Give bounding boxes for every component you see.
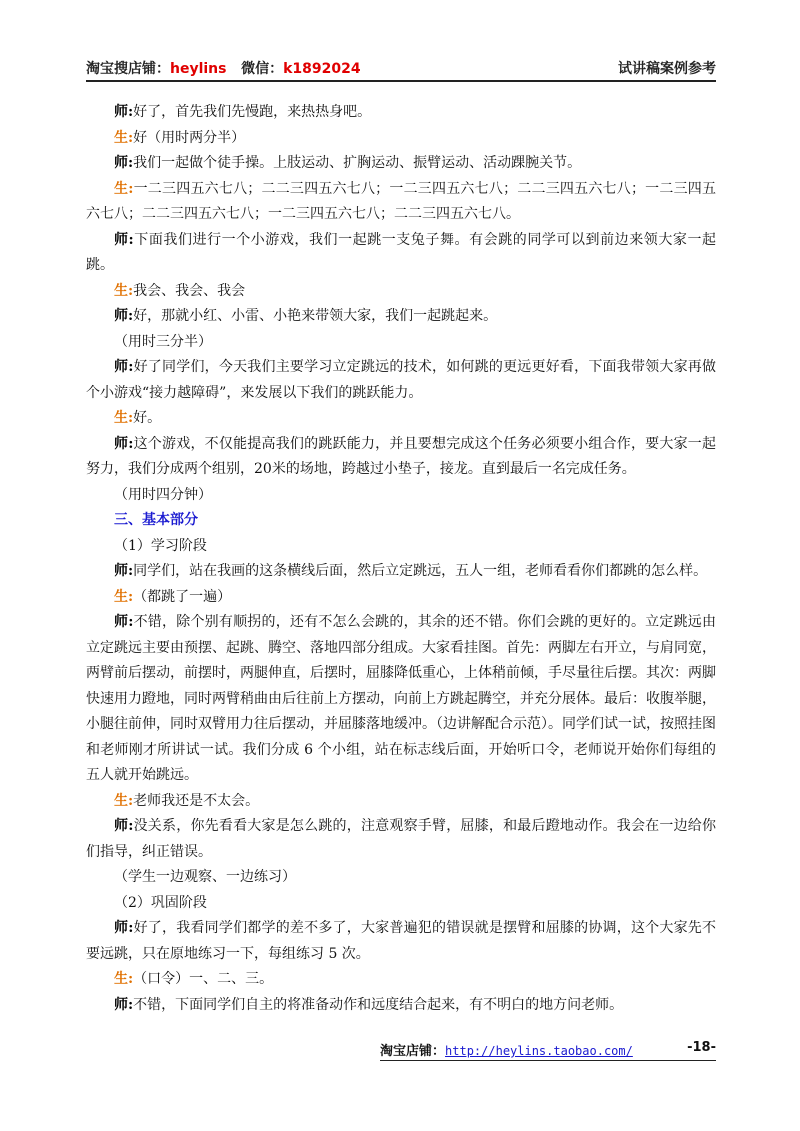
teacher-speaker: 师: (114, 104, 134, 120)
stage-note: （1）学习阶段 (114, 537, 207, 554)
stage-note: （学生一边观察、一边练习） (114, 869, 296, 885)
dialogue-text: 没关系，你先看看大家是怎么跳的，注意观察手臂，屈膝，和最后蹬地动作。我会在一边给你们指导，纠正错误。 (86, 818, 717, 860)
footer-url[interactable]: http://heylins.taobao.com/ (445, 1044, 633, 1058)
stage-note: （用时三分半） (114, 333, 212, 350)
header-shop-info (86, 58, 361, 78)
dialogue-text: 好（用时两分半） (133, 129, 246, 146)
teacher-speaker: 师: (114, 818, 134, 834)
teacher-speaker: 师: (114, 920, 134, 936)
teacher-speaker: 师: (114, 563, 134, 579)
page-header (86, 56, 716, 82)
teacher-line (86, 100, 716, 126)
teacher-speaker: 师: (114, 155, 134, 171)
student-line (86, 585, 716, 611)
teacher-line (86, 993, 716, 1019)
header-title: 试讲稿案例参考 (618, 61, 716, 77)
teacher-line (86, 916, 716, 967)
student-line (86, 126, 716, 152)
section-heading: 三、基本部分 (114, 512, 198, 528)
teacher-speaker: 师: (114, 308, 134, 324)
student-speaker: 生: (114, 129, 134, 146)
teacher-speaker: 师: (114, 614, 134, 630)
footer-label: 淘宝店铺： (380, 1044, 446, 1059)
teacher-line (86, 228, 716, 279)
dialogue-text: 好。 (133, 410, 162, 426)
teacher-line (86, 304, 716, 330)
student-line (86, 406, 716, 432)
dialogue-text: （都跳了一遍） (133, 588, 232, 605)
dialogue-text: 老师我还是不太会。 (133, 792, 260, 809)
teacher-speaker: 师: (114, 996, 134, 1013)
teacher-line (86, 151, 716, 177)
student-speaker: 生: (114, 410, 134, 426)
dialogue-text: 同学们，站在我画的这条横线后面，然后立定跳远，五人一组，老师看看你们都跳的怎么样。 (133, 563, 708, 579)
dialogue-text: 这个游戏，不仅能提高我们的跳跃能力，并且要想完成这个任务必须要小组合作，要大家一起努力，我们分成两个组别，20米的场地，跨越过小垫子，接龙。直到最后一名完成任务。 (86, 435, 717, 477)
teacher-line (86, 610, 716, 789)
student-line (86, 789, 716, 815)
stage-note: （2）巩固阶段 (114, 894, 207, 911)
student-speaker: 生: (114, 588, 134, 605)
page-number: -18- (687, 1040, 716, 1055)
student-line (86, 967, 716, 993)
student-speaker: 生: (114, 282, 134, 299)
dialogue-text: 不错，除个别有顺拐的，还有不怎么会跳的，其余的还不错。你们会跳的更好的。立定跳远由立定跳远主要由预摆、起跳、腾空、落地四部分组成。大家看挂图。首先：两脚左右开立，与肩同宽，两臂前后摆动，前摆时，两腿伸直，后摆时，屈膝降低重心，上体稍前倾，手尽量往后摆。其次：两脚快速用力蹬地，同时两臂稍曲由后往前上方摆动，向前上方跳起腾空，并充分展体。最后：收腹举腿，小腿往前伸，同时双臂用力往后摆动，并屈膝落地缓冲。（边讲解配合示范）。同学们试一试，按照挂图和老师刚才所讲试一试。我们分成 6 个小组，站在标志线后面，开始听口令，老师说开始你们每组的五人就开始跳远。 (86, 614, 717, 783)
dialogue-text: 下面我们进行一个小游戏，我们一起跳一支兔子舞。有会跳的同学可以到前边来领大家一起跳。 (86, 231, 717, 273)
dialogue-text: 我们一起做个徒手操。上肢运动、扩胸运动、振臂运动、活动踝腕关节。 (133, 155, 582, 171)
teacher-speaker: 师: (114, 231, 134, 248)
dialogue-text: 我会、我会、我会 (133, 282, 246, 299)
dialogue-text: 一二三四五六七八；二二三四五六七八；一二三四五六七八；二二三四五六七八；一二三四五六七八；二二三四五六七八；一二三四五六七八；二二三四五六七八。 (86, 180, 717, 222)
dialogue-text: 好了同学们，今天我们主要学习立定跳远的技术，如何跳的更远更好看，下面我带领大家再做个小游戏“接力越障碍”，来发展以下我们的跳跃能力。 (86, 359, 717, 401)
student-line (86, 279, 716, 305)
stage-note: （用时四分钟） (114, 486, 212, 503)
wechat-id: k1892024 (283, 61, 361, 77)
teacher-speaker: 师: (114, 359, 134, 375)
dialogue-text: （口令）一、二、三。 (133, 971, 274, 987)
student-speaker: 生: (114, 971, 134, 987)
shop-label: 淘宝搜店铺： (86, 61, 170, 77)
wechat-label: 微信： (241, 61, 284, 77)
dialogue-text: 好，那就小红、小雷、小艳来带领大家，我们一起跳起来。 (133, 308, 498, 324)
student-speaker: 生: (114, 792, 134, 809)
teacher-speaker: 师: (114, 435, 134, 452)
shop-name: heylins (170, 61, 227, 77)
teacher-line (86, 355, 716, 406)
dialogue-text: 好了，首先我们先慢跑，来热热身吧。 (133, 104, 372, 120)
dialogue-text: 不错，下面同学们自主的将准备动作和远度结合起来，有不明白的地方问老师。 (133, 996, 624, 1013)
teacher-line (86, 559, 716, 585)
document-body (86, 100, 716, 1018)
student-speaker: 生: (114, 180, 134, 197)
teacher-line (86, 814, 716, 865)
student-line (86, 177, 716, 228)
dialogue-text: 好了，我看同学们都学的差不多了，大家普遍犯的错误就是摆臂和屈膝的协调，这个大家先不要远跳，只在原地练习一下，每组练习 5 次。 (86, 920, 717, 962)
page-footer (380, 1040, 716, 1061)
teacher-line (86, 432, 716, 483)
